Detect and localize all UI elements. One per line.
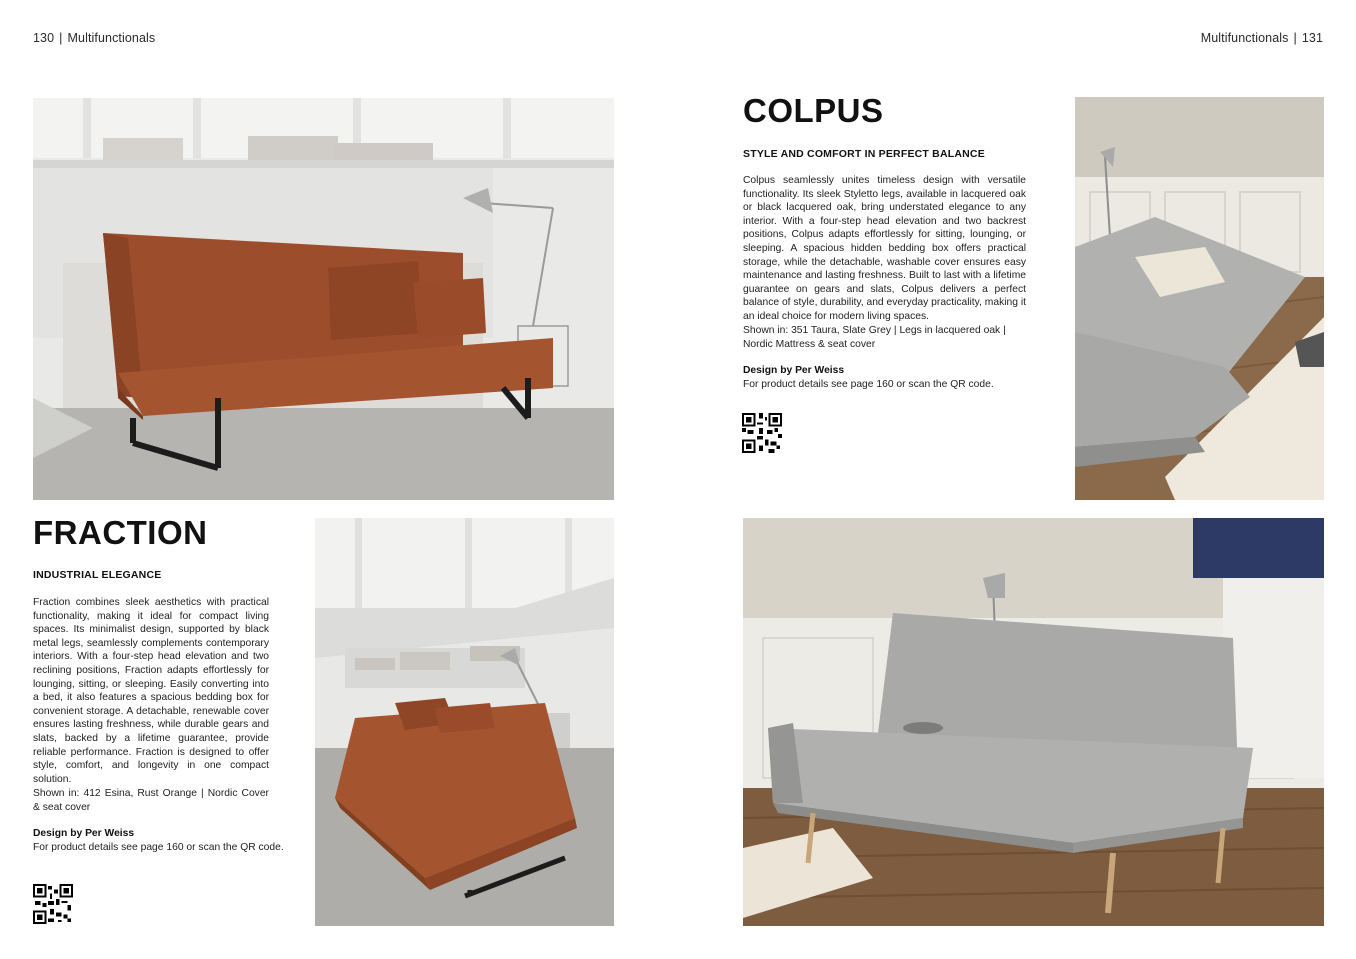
colpus-title: COLPUS xyxy=(743,92,884,129)
fraction-subtitle: INDUSTRIAL ELEGANCE xyxy=(33,569,162,581)
fraction-bed-photo xyxy=(315,518,614,926)
colpus-details: For product details see page 160 or scan the QR code. xyxy=(743,379,994,390)
fraction-title: FRACTION xyxy=(33,514,208,551)
colpus-shown-in-line2: Nordic Mattress & seat cover xyxy=(743,339,876,350)
colpus-designer: Design by Per Weiss xyxy=(743,365,845,376)
colpus-shown-in-line1: Shown in: 351 Taura, Slate Grey | Legs in lacquered oak | xyxy=(743,325,1006,336)
left-section-name: Multifunctionals xyxy=(67,31,156,45)
colpus-bed-photo xyxy=(1075,97,1324,500)
fraction-details: For product details see page 160 or scan the QR code. xyxy=(33,842,284,853)
colpus-sofa-photo xyxy=(743,518,1324,926)
colpus-subtitle: STYLE AND COMFORT IN PERFECT BALANCE xyxy=(743,148,985,160)
fraction-description: Fraction combines sleek aesthetics with practical functionality, making it ideal for compact living spaces. Its minimalist design, supported by black metal legs, seamlessly complements contemporary interiors. With a four-step head elevation and two reclining positions, Fraction adapts effortlessly for lounging, sitting, or sleeping. Easily converting into a bed, it also features a spacious bedding box for convenient storage. A detachable, renewable cover ensures lasting freshness, while durable gears and slats, backed by a lifetime guarantee, provide reliable performance. Fraction is designed to offer style, comfort, and longevity in one compact solution. xyxy=(33,597,269,785)
fraction-designer: Design by Per Weiss xyxy=(33,828,135,839)
colpus-description: Colpus seamlessly unites timeless design with versatile functionality. Its sleek Styletto legs, available in lacquered oak or black lacquered oak, bring understated elegance to any interior. With a four-step head elevation and two backrest positions, Colpus adapts effortlessly for sitting, lounging, or sleeping. A spacious hidden bedding box offers practical storage, while the detachable, washable cover ensures easy maintenance and lasting freshness. Built to last with a lifetime guarantee on gears and slats, Colpus delivers a perfect balance of style, durability, and everyday practicality, making it an ideal choice for modern living spaces. xyxy=(743,175,1026,322)
right-section-name: Multifunctionals xyxy=(1200,31,1289,45)
fraction-shown-in: Shown in: 412 Esina, Rust Orange | Nordic Cover & seat cover xyxy=(33,788,269,813)
fraction-qr-code[interactable] xyxy=(33,884,73,924)
fraction-sofa-photo xyxy=(33,98,614,500)
left-page-number: 130 xyxy=(33,31,55,45)
colpus-qr-code[interactable] xyxy=(742,413,782,453)
left-page-folio: 130 | Multifunctionals xyxy=(33,31,156,45)
right-page-folio: Multifunctionals | 131 xyxy=(1200,31,1323,45)
right-page-number: 131 xyxy=(1301,31,1323,45)
